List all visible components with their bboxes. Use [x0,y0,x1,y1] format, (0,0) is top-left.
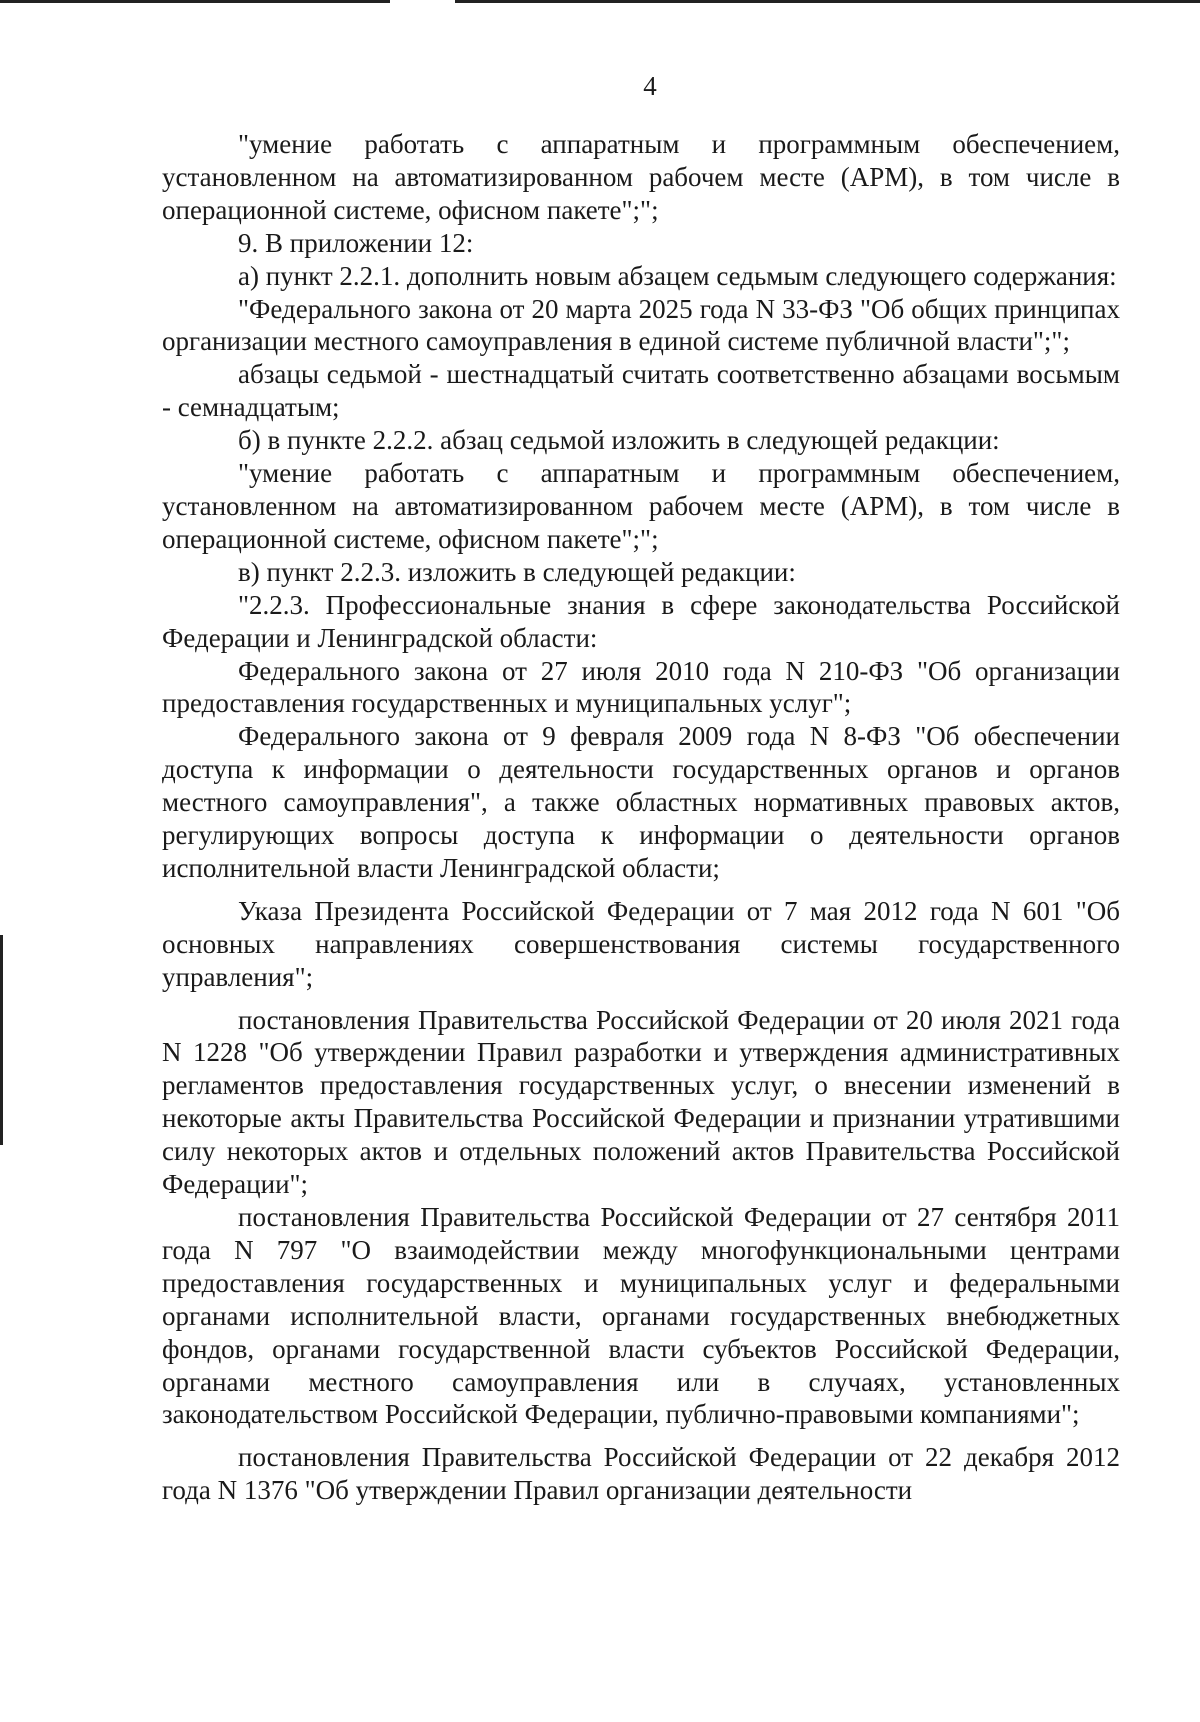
paragraph-item-2-2-3: "2.2.3. Профессиональные знания в сфере законодательства Российской Федерации и Ленинградской области: [162,589,1120,653]
paragraph-quote-skills-1: "умение работать с аппаратным и программным обеспечением, установленном на автоматизированном рабочем месте (АРМ), в том числе в операционной системе, офисном пакете";"; [162,129,1120,225]
paragraph-subitem-v: в) пункт 2.2.3. изложить в следующей редакции: [238,556,796,587]
paragraph-renumbering: абзацы седьмой - шестнадцатый считать соответственно абзацами восьмым - семнадцатым; [162,359,1120,423]
paragraph-item-9: 9. В приложении 12: [238,227,474,258]
scan-border-left [0,935,3,1145]
paragraph-decree-601: Указа Президента Российской Федерации от 7 мая 2012 года N 601 "Об основных направлениях совершенствования системы государственного управления"; [162,895,1120,992]
paragraph-resolution-797: постановления Правительства Российской Федерации от 27 сентября 2011 года N 797 "О взаимодействии между многофункциональными центрами предоставления государственных и муниципальных услуг и федеральными органами исполнительной власти, органами государственных внебюджетных фондов, органами государственной власти субъектов Российской Федерации, органами местного самоуправления или в случаях, установленных законодательством Российской Федерации, публично-правовыми компаниями"; [162,1202,1120,1430]
paragraph-resolution-1228: постановления Правительства Российской Федерации от 20 июля 2021 года N 1228 "Об утверждении Правил разработки и утверждения административных регламентов предоставления государственных услуг, о внесении изменений в некоторые акты Правительства Российской Федерации и признании утратившими силу некоторых актов и отдельных положений актов Правительства Российской Федерации"; [162,1004,1120,1200]
scan-border-top-left [0,0,390,3]
scan-border-top-right [455,0,1200,3]
paragraph-federal-law-8: Федерального закона от 9 февраля 2009 года N 8-ФЗ "Об обеспечении доступа к информации о деятельности государственных органов и органов местного самоуправления", а также областных нормативных правовых актов, регулирующих вопросы доступа к информации о деятельности органов исполнительной власти Ленинградской области; [162,721,1120,883]
paragraph-subitem-a: а) пункт 2.2.1. дополнить новым абзацем седьмым следующего содержания: [238,260,1117,291]
paragraph-federal-law-33: "Федерального закона от 20 марта 2025 года N 33-ФЗ "Об общих принципах организации местного самоуправления в единой системе публичной власти";"; [162,293,1120,357]
paragraph-federal-law-210: Федерального закона от 27 июля 2010 года N 210-ФЗ "Об организации предоставления государственных и муниципальных услуг"; [162,655,1120,719]
paragraph-subitem-b: б) в пункте 2.2.2. абзац седьмой изложить в следующей редакции: [238,425,1000,456]
paragraph-resolution-1376: постановления Правительства Российской Федерации от 22 декабря 2012 года N 1376 "Об утверждении Правил организации деятельности [162,1442,1120,1506]
page-number: 4 [643,71,657,101]
document-body [162,128,1120,1507]
paragraph-quote-skills-2: "умение работать с аппаратным и программным обеспечением, установленном на автоматизированном рабочем месте (АРМ), в том числе в операционной системе, офисном пакете";"; [162,458,1120,554]
